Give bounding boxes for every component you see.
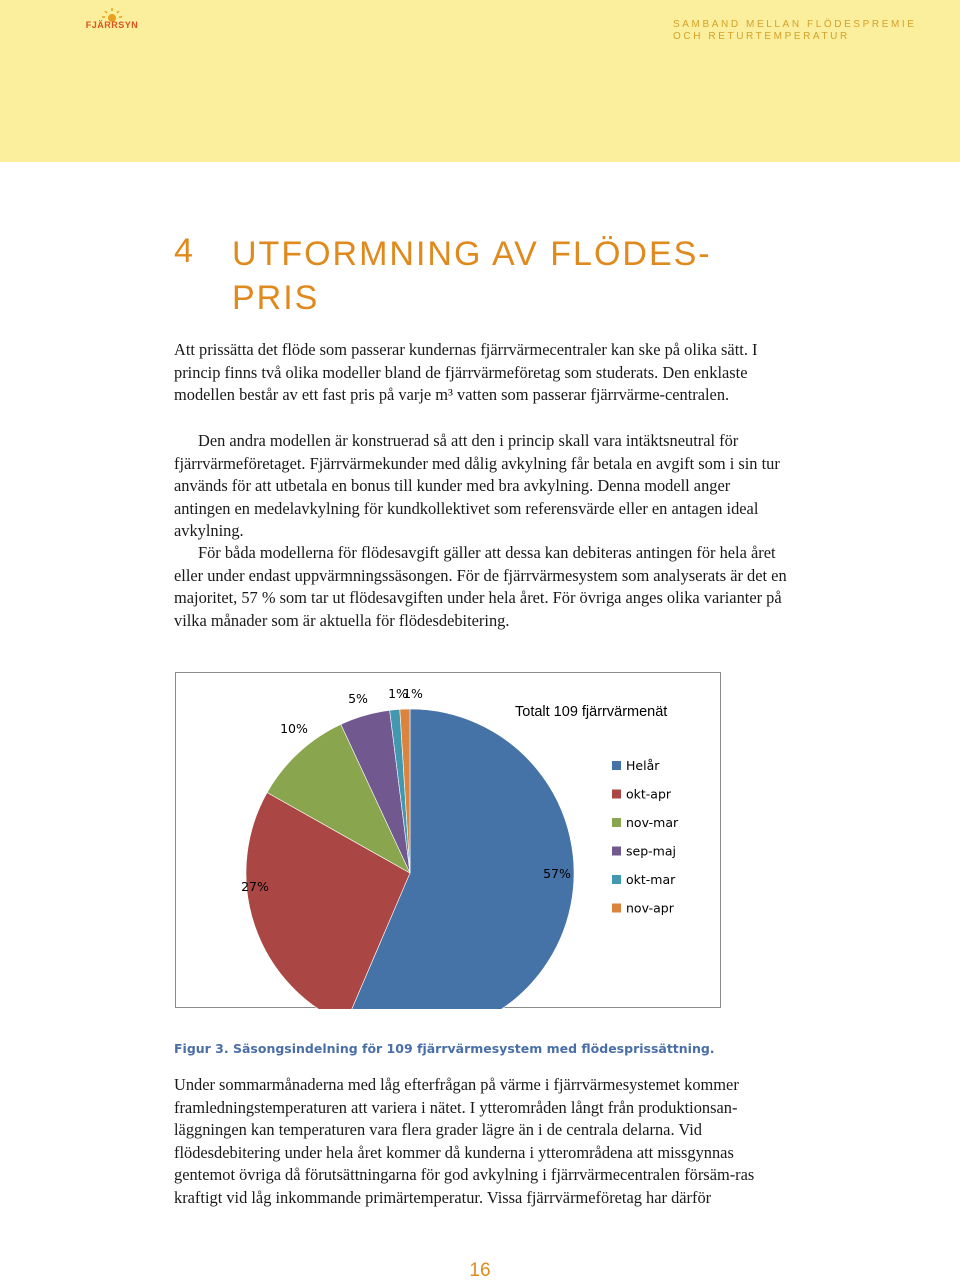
data-label-okt-apr: 27% bbox=[241, 879, 269, 894]
page-number: 16 bbox=[469, 1260, 491, 1281]
legend-swatch-sep-maj bbox=[612, 847, 621, 856]
legend-swatch-Helår bbox=[612, 761, 621, 770]
fjarrsyn-logo bbox=[82, 6, 142, 36]
paragraph-4: Under sommarmånaderna med låg efterfrågan på värme i fjärrvärmesystemet kommer framledningstemperaturen att variera i nätet. I ytterområden långt från produktionsan-läggningen kan temperaturen vara flera grader lägre än i de centrala delarna. Vid flödesdebitering under hela året kommer då kunderna i ytterområdena att missgynnas gentemot övriga då förutsättningarna för god avkylning i fjärrvärmecentralen försäm-ras kraftigt vid låg inkommande primärtemperatur. Vissa fjärrvärmeföretag har därför bbox=[174, 1075, 755, 1207]
legend-label-sep-maj: sep-maj bbox=[626, 843, 676, 859]
data-label-sep-maj: 5% bbox=[348, 691, 368, 706]
pie-chart bbox=[175, 672, 721, 1008]
data-label-nov-mar: 10% bbox=[280, 721, 308, 736]
chapter-title: UTFORMNING AV FLÖDES-PRIS bbox=[232, 235, 712, 317]
logo-text: FJÄRRSYN bbox=[85, 20, 139, 30]
data-label-Helår: 57% bbox=[543, 866, 571, 881]
pie-chart-svg bbox=[176, 673, 722, 1009]
legend-label-Helår: Helår bbox=[626, 758, 660, 773]
legend-swatch-nov-apr bbox=[612, 904, 621, 913]
paragraph-3: För båda modellerna för flödesavgift gäller att dessa kan debiteras antingen för hela året eller under endast uppvärmningssäsongen. För de fjärrvärmesystem som analyserats är det en majoritet, 57 % som tar ut flödesavgiften under hela året. För övriga anges olika varianter på vilka månader som är aktuella för flödesdebitering. bbox=[174, 543, 787, 630]
header-band bbox=[0, 0, 960, 162]
legend-swatch-nov-mar bbox=[612, 818, 621, 827]
running-title: SAMBAND MELLAN FLÖDESPREMIE OCH RETURTEMPERATUR bbox=[673, 19, 917, 42]
chapter-number: 4 bbox=[174, 232, 193, 270]
data-label-okt-mar: 1% bbox=[388, 686, 408, 701]
legend-label-nov-mar: nov-mar bbox=[626, 815, 679, 830]
legend-label-okt-mar: okt-mar bbox=[626, 872, 676, 887]
paragraph-2: Den andra modellen är konstruerad så att den i princip skall vara intäktsneutral för fjärrvärmeföretaget. Fjärrvärmekunder med dålig avkylning får betala en avgift som i sin tur används för att utbetala en bonus till kunder med bra avkylning. Denna modell anger antingen en medelavkylning för kundkollektivet som referensvärde eller en antagen ideal avkylning. bbox=[174, 431, 780, 541]
legend-swatch-okt-mar bbox=[612, 875, 621, 884]
chart-title: Totalt 109 fjärrvärmenät bbox=[515, 704, 668, 720]
legend-label-nov-apr: nov-apr bbox=[626, 900, 674, 916]
paragraph-1: Att prissätta det flöde som passerar kundernas fjärrvärmecentraler kan ske på olika sätt. I princip finns två olika modeller bland de fjärrvärmeföretag som studerats. Den enklaste modellen består av ett fast pris på varje m³ vatten som passerar fjärrvärme-centralen. bbox=[174, 340, 758, 405]
data-label-nov-apr: 1% bbox=[403, 686, 423, 701]
legend-label-okt-apr: okt-apr bbox=[626, 786, 672, 802]
figure-caption: Figur 3. Säsongsindelning för 109 fjärrvärmesystem med flödesprissättning. bbox=[174, 1041, 715, 1056]
legend-swatch-okt-apr bbox=[612, 790, 621, 799]
